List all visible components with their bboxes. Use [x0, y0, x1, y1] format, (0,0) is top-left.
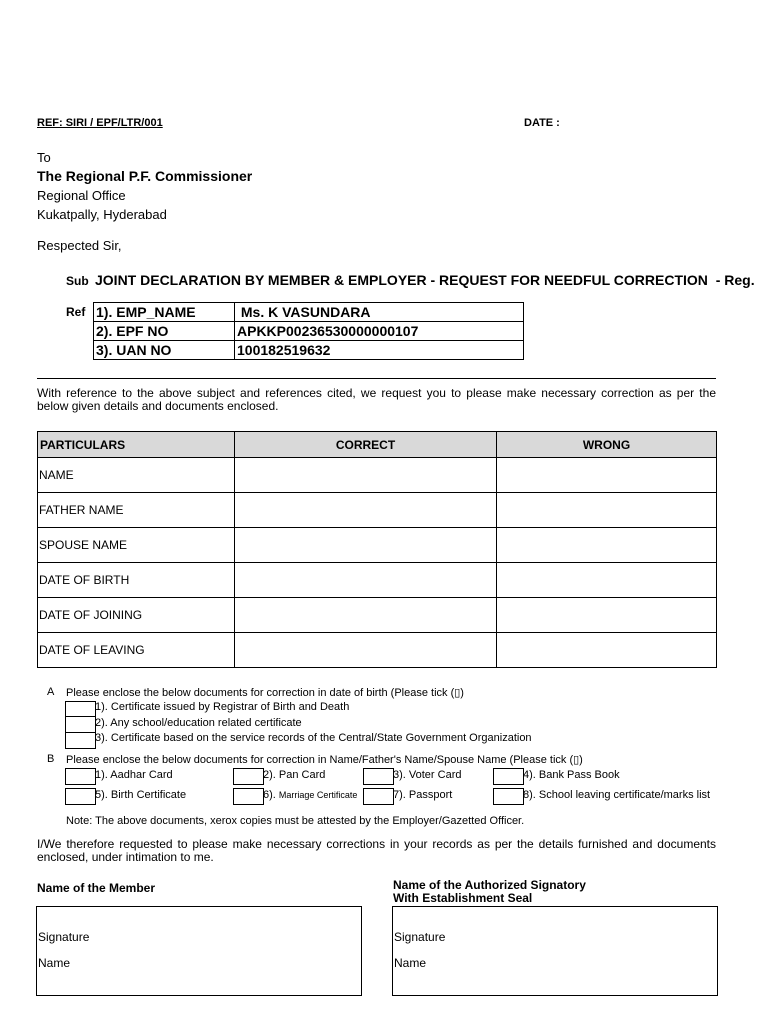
reference-row: [94, 322, 524, 341]
section-a-instruction: Please enclose the below documents for correction in date of birth (Please tick (▯): [66, 687, 464, 699]
correct-cell[interactable]: [235, 493, 497, 528]
name-doc-checkbox-5[interactable]: [65, 788, 96, 805]
reference-label: Ref: [66, 305, 86, 319]
subject-text: JOINT DECLARATION BY MEMBER & EMPLOYER - REQUEST FOR NEEDFUL CORRECTION - Reg.: [95, 272, 755, 288]
name-doc-checkbox-3[interactable]: [363, 768, 394, 785]
table-row: [38, 458, 717, 493]
correct-cell[interactable]: [235, 598, 497, 633]
name-doc-checkbox-6[interactable]: [233, 788, 264, 805]
table-row: [38, 563, 717, 598]
dob-doc-label-2: 2). Any school/education related certificate: [95, 717, 302, 729]
particular-label: DATE OF JOINING: [38, 598, 235, 633]
correct-cell[interactable]: [235, 528, 497, 563]
name-doc-checkbox-8[interactable]: [493, 788, 524, 805]
subject-label: Sub: [66, 274, 89, 288]
name-doc-label-8: 8). School leaving certificate/marks list: [523, 789, 711, 801]
reference-key: 3). UAN NO: [94, 341, 235, 360]
particular-label: DATE OF BIRTH: [38, 563, 235, 598]
reference-value: APKKP00236530000000107: [235, 322, 524, 341]
date-label: DATE :: [524, 117, 560, 129]
section-a-letter: A: [47, 686, 55, 698]
correct-cell[interactable]: [235, 633, 497, 668]
header-correct: CORRECT: [235, 432, 497, 458]
particular-label: NAME: [38, 458, 235, 493]
note-text: Note: The above documents, xerox copies must be attested by the Employer/Gazetted Officer.: [66, 815, 525, 827]
name-doc-label-3: 3). Voter Card: [393, 769, 462, 781]
correct-cell[interactable]: [235, 563, 497, 598]
member-signature-label: Signature: [38, 930, 90, 944]
section-b-letter: B: [47, 753, 55, 765]
name-doc-label-2: 2). Pan Card: [263, 769, 326, 781]
header-particulars: PARTICULARS: [38, 432, 235, 458]
name-doc-label-5: 5). Birth Certificate: [95, 789, 187, 801]
signatory-signature-box[interactable]: [392, 906, 718, 996]
particular-label: DATE OF LEAVING: [38, 633, 235, 668]
name-doc-label-7: 7). Passport: [393, 789, 453, 801]
reference-key: 1). EMP_NAME: [94, 303, 235, 322]
name-doc-label-6-small: Marriage Certificate: [278, 790, 358, 800]
table-row: [38, 598, 717, 633]
reference-row: [94, 341, 524, 360]
reference-row: [94, 303, 524, 322]
wrong-cell[interactable]: [497, 633, 717, 668]
name-doc-label-6-prefix: 6).: [263, 789, 279, 801]
name-doc-label-1: 1). Aadhar Card: [95, 769, 173, 781]
table-row: [38, 493, 717, 528]
signatory-title-line2: With Establishment Seal: [393, 891, 533, 905]
ref-number: REF: SIRI / EPF/LTR/001: [37, 117, 163, 129]
dob-doc-checkbox-3[interactable]: [65, 732, 96, 749]
wrong-cell[interactable]: [497, 598, 717, 633]
salutation: Respected Sir,: [37, 238, 122, 253]
correct-cell[interactable]: [235, 458, 497, 493]
name-doc-checkbox-7[interactable]: [363, 788, 394, 805]
dob-doc-label-1: 1). Certificate issued by Registrar of Birth and Death: [95, 701, 350, 713]
reference-key: 2). EPF NO: [94, 322, 235, 341]
closing-text: I/We therefore requested to please make necessary corrections in your records as per the details furnished and documents enclosed, under intimation to me.: [37, 837, 716, 864]
signatory-name-label: Name: [394, 956, 427, 970]
reference-value: Ms. K VASUNDARA: [235, 303, 524, 322]
wrong-cell[interactable]: [497, 563, 717, 598]
member-title: Name of the Member: [37, 881, 156, 895]
reference-value: 100182519632: [235, 341, 524, 360]
wrong-cell[interactable]: [497, 458, 717, 493]
table-row: [38, 528, 717, 563]
office: Regional Office: [37, 188, 126, 203]
name-doc-checkbox-4[interactable]: [493, 768, 524, 785]
intro-text: With reference to the above subject and references cited, we request you to please make necessary correction as per the below given details and documents enclosed.: [37, 386, 716, 413]
divider-line: [37, 378, 716, 379]
signatory-title-line1: Name of the Authorized Signatory: [393, 878, 586, 892]
particular-label: SPOUSE NAME: [38, 528, 235, 563]
wrong-cell[interactable]: [497, 528, 717, 563]
table-row: [38, 633, 717, 668]
member-name-label: Name: [38, 956, 71, 970]
location: Kukatpally, Hyderabad: [37, 207, 167, 222]
to-label: To: [37, 150, 51, 165]
recipient: The Regional P.F. Commissioner: [37, 168, 253, 184]
table-header-row: [38, 432, 717, 458]
name-doc-checkbox-1[interactable]: [65, 768, 96, 785]
name-doc-label-4: 4). Bank Pass Book: [523, 769, 620, 781]
member-signature-box[interactable]: [36, 906, 362, 996]
section-b-instruction: Please enclose the below documents for correction in Name/Father's Name/Spouse Name (Please tick (▯): [66, 754, 583, 766]
wrong-cell[interactable]: [497, 493, 717, 528]
dob-doc-label-3: 3). Certificate based on the service records of the Central/State Government Organization: [95, 732, 532, 744]
name-doc-label-6: [263, 789, 357, 801]
name-doc-checkbox-2[interactable]: [233, 768, 264, 785]
signatory-signature-label: Signature: [394, 930, 446, 944]
header-wrong: WRONG: [497, 432, 717, 458]
dob-doc-checkbox-2[interactable]: [65, 716, 96, 733]
particulars-table: [37, 431, 717, 668]
reference-table: [93, 302, 524, 360]
particular-label: FATHER NAME: [38, 493, 235, 528]
